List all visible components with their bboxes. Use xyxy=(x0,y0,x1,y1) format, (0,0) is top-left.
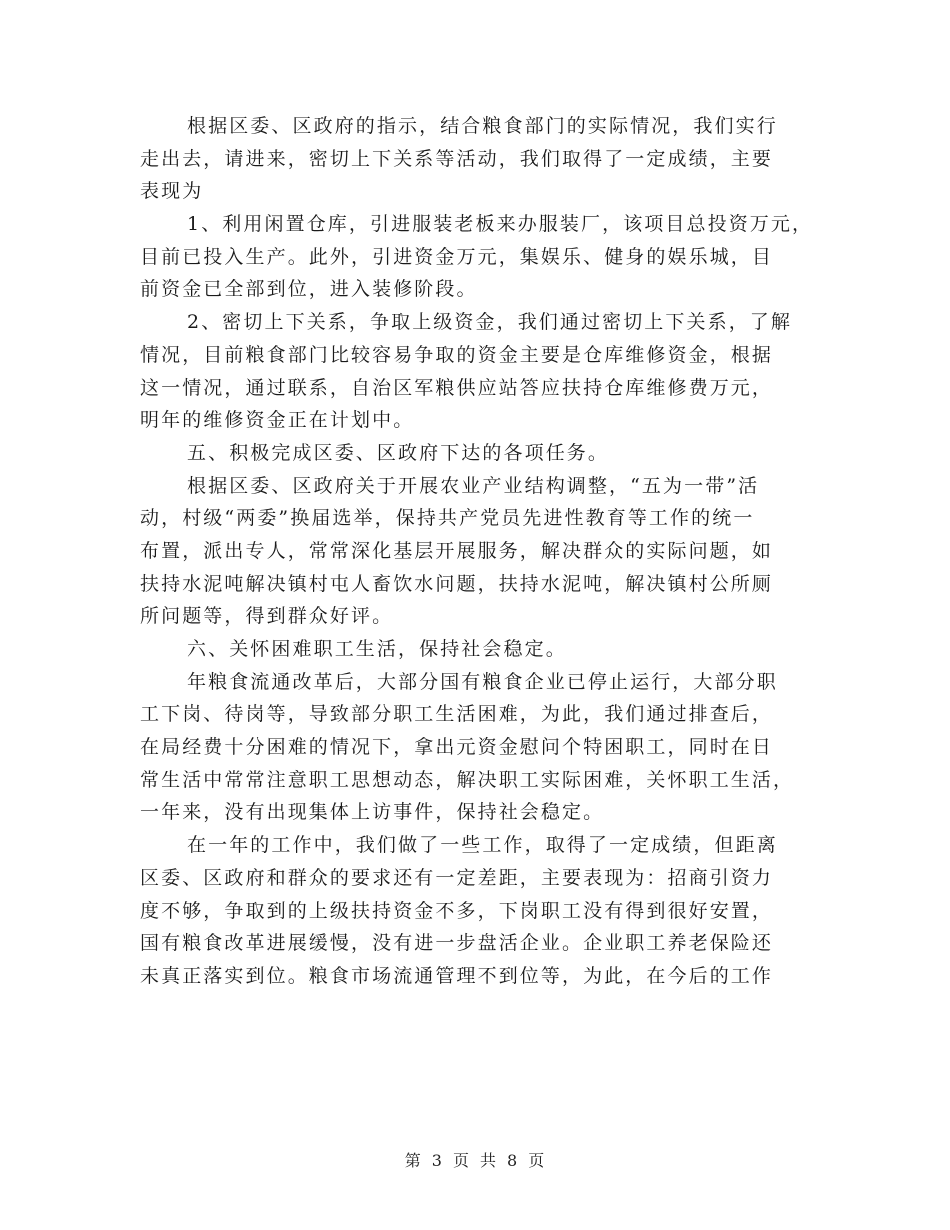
text-line: 走出去，请进来，密切上下关系等活动，我们取得了一定成绩，主要 xyxy=(140,147,774,170)
footer-total-prefix: 共 xyxy=(480,1151,498,1170)
text-line: 根据区委、区政府的指示，结合粮食部门的实际情况，我们实行 xyxy=(187,115,778,137)
text-line: 国有粮食改革进展缓慢，没有进一步盘活企业。企业职工养老保险还 xyxy=(140,932,774,955)
text-line: 一年来，没有出现集体上访事件，保持社会稳定。 xyxy=(140,801,605,824)
text-line: 在一年的工作中，我们做了一些工作，取得了一定成绩，但距离 xyxy=(187,834,778,857)
text-line: 工下岗、待岗等，导致部分职工生活困难，为此，我们通过排查后， xyxy=(140,703,774,726)
text-line: 根据区委、区政府关于开展农业产业结构调整，“五为一带”活 xyxy=(187,474,760,497)
text-line: 情况，目前粮食部门比较容易争取的资金主要是仓库维修资金，根据 xyxy=(140,343,774,366)
text-line: 布置，派出专人，常常深化基层开展服务，解决群众的实际问题，如 xyxy=(140,539,774,562)
text-line: 所问题等，得到群众好评。 xyxy=(140,605,394,628)
text-line: 未真正落实到位。粮食市场流通管理不到位等，为此，在今后的工作 xyxy=(140,964,774,987)
text-line: 年粮食流通改革后，大部分国有粮食企业已停止运行，大部分职 xyxy=(187,670,778,693)
text-line: 动，村级“两委”换届选举，保持共产党员先进性教育等工作的统一 xyxy=(140,507,755,530)
text-line: 2、密切上下关系，争取上级资金，我们通过密切上下关系，了解 xyxy=(187,311,792,334)
text-line: 这一情况，通过联系，自治区军粮供应站答应扶持仓库维修费万元， xyxy=(140,376,774,399)
page-footer xyxy=(0,1148,950,1171)
text-line: 目前已投入生产。此外，引进资金万元，集娱乐、健身的娱乐城，目 xyxy=(140,245,774,268)
total-pages-number: 8 xyxy=(507,1151,519,1170)
text-line: 区委、区政府和群众的要求还有一定差距，主要表现为：招商引资力 xyxy=(140,866,774,889)
text-line: 扶持水泥吨解决镇村屯人畜饮水问题，扶持水泥吨，解决镇村公所厕 xyxy=(140,572,774,595)
text-line: 1、利用闲置仓库，引进服装老板来办服装厂，该项目总投资万元， xyxy=(187,213,814,236)
footer-suffix: 页 xyxy=(528,1151,546,1170)
text-line: 前资金已全部到位，进入装修阶段。 xyxy=(140,278,478,301)
text-line: 明年的维修资金正在计划中。 xyxy=(140,409,415,432)
document-body xyxy=(140,110,820,993)
footer-prefix: 第 xyxy=(404,1151,422,1170)
text-line: 度不够，争取到的上级扶持资金不多，下岗职工没有得到很好安置， xyxy=(140,899,774,922)
text-line: 表现为 xyxy=(140,180,204,203)
text-line: 在局经费十分困难的情况下，拿出元资金慰问个特困职工，同时在日 xyxy=(140,736,774,759)
footer-page-word: 页 xyxy=(452,1151,470,1170)
section-heading-6: 六、关怀困难职工生活，保持社会稳定。 xyxy=(187,638,567,660)
current-page-number: 3 xyxy=(431,1151,443,1170)
section-heading-5: 五、积极完成区委、区政府下达的各项任务。 xyxy=(187,441,610,464)
text-line: 常生活中常常注意职工思想动态，解决职工实际困难，关怀职工生活， xyxy=(140,768,795,791)
